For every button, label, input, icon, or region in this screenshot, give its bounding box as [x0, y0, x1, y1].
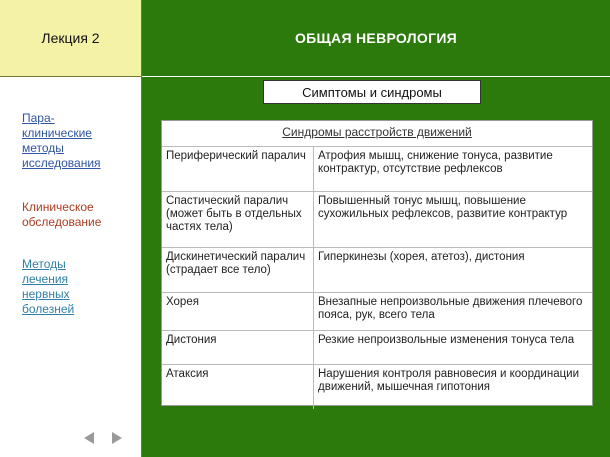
- sidebar: [0, 77, 142, 457]
- slide-navigation: [84, 432, 122, 444]
- sidebar-link-paraclinical[interactable]: Пара- клинические методы исследования: [22, 111, 101, 170]
- syndrome-name: Периферический паралич: [162, 147, 314, 191]
- table-row: [162, 146, 592, 191]
- main-content: [142, 77, 610, 457]
- syndrome-name: Дистония: [162, 331, 314, 364]
- page-title: [142, 0, 610, 76]
- syndrome-description: Нарушения контроля равновесия и координации движений, мышечная гипотония: [318, 368, 580, 393]
- section-subtitle-text: Симптомы и синдромы: [302, 84, 442, 100]
- syndrome-name: Атаксия: [162, 365, 314, 409]
- syndrome-name: Дискинетический паралич (страдает все тело): [162, 248, 314, 292]
- syndrome-description: Гиперкинезы (хорея, атетоз), дистония: [318, 251, 525, 263]
- table-rows: [162, 146, 592, 409]
- table-row: [162, 330, 592, 364]
- lecture-label: [0, 0, 142, 77]
- table-row: [162, 292, 592, 330]
- syndrome-description: Внезапные непроизвольные движения плечевого пояса, рук, всего тела: [318, 296, 583, 321]
- sidebar-link-treatment[interactable]: Методы лечения нервных болезней: [22, 257, 75, 316]
- table-row: [162, 247, 592, 292]
- table-row: [162, 191, 592, 247]
- sidebar-link-clinical-exam[interactable]: Клиническое обследование: [22, 200, 102, 229]
- page-title-text: ОБЩАЯ НЕВРОЛОГИЯ: [294, 30, 458, 46]
- syndrome-description: Атрофия мышц, снижение тонуса, развитие контрактур, отсутствие рефлексов: [318, 150, 553, 175]
- syndromes-table: [161, 120, 593, 406]
- section-subtitle: [263, 80, 481, 104]
- lecture-label-text: Лекция 2: [41, 30, 100, 46]
- table-title: Синдромы расстройств движений: [282, 125, 472, 139]
- syndrome-description: Резкие непроизвольные изменения тонуса тела: [318, 334, 575, 346]
- syndrome-name: Спастический паралич (может быть в отдельных частях тела): [162, 192, 314, 247]
- prev-slide-icon[interactable]: [84, 432, 94, 444]
- syndrome-description: Повышенный тонус мышц, повышение сухожильных рефлексов, развитие контрактур: [318, 195, 568, 220]
- next-slide-icon[interactable]: [112, 432, 122, 444]
- syndrome-name: Хорея: [162, 293, 314, 330]
- table-row: [162, 364, 592, 409]
